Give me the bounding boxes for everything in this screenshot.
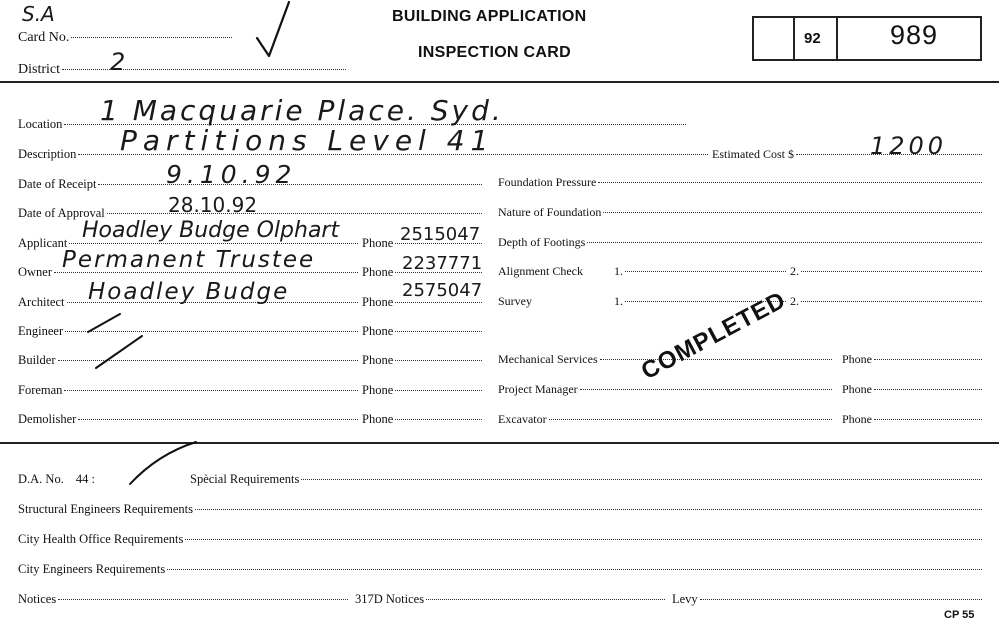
owner-handwriting: Permanent Trustee	[62, 247, 316, 273]
demolisher-phone-label: Phone	[362, 412, 394, 426]
foundation-pressure-label: Foundation Pressure	[498, 175, 597, 189]
levy-field	[672, 592, 982, 607]
alignment-check-entry-1	[614, 264, 786, 279]
special-req-field	[190, 472, 982, 487]
card-no-handwriting: S.A	[22, 2, 55, 26]
form-code: CP 55	[944, 609, 975, 621]
applicant-phone-handwriting: 2515047	[400, 224, 481, 245]
mechanical-phone-label: Phone	[842, 352, 872, 366]
alignment-num-2: 2.	[790, 264, 799, 278]
survey-num-1: 1.	[614, 294, 623, 308]
estimated-cost-handwriting: 1200	[870, 132, 948, 160]
project-manager-phone-label: Phone	[842, 382, 872, 396]
builder-field	[18, 353, 358, 368]
levy-label: Levy	[672, 592, 698, 606]
alignment-num-1: 1.	[614, 264, 623, 278]
nature-foundation-field	[498, 205, 982, 220]
title-line-2: INSPECTION CARD	[418, 44, 571, 61]
applicant-label: Applicant	[18, 236, 68, 250]
builder-strike-mark	[94, 334, 144, 370]
project-manager-field	[498, 382, 832, 397]
builder-phone-field	[362, 353, 482, 368]
location-label: Location	[18, 117, 63, 131]
date-receipt-label: Date of Receipt	[18, 177, 97, 191]
date-approval-label: Date of Approval	[18, 206, 105, 220]
survey-num-2: 2.	[790, 294, 799, 308]
owner-phone-handwriting: 2237771	[402, 253, 483, 274]
description-label: Description	[18, 147, 77, 161]
owner-label: Owner	[18, 265, 53, 279]
survey-label-wrap	[498, 294, 532, 309]
card-number: 989	[890, 20, 939, 50]
header-rule	[0, 81, 999, 83]
foreman-label: Foreman	[18, 383, 63, 397]
architect-label: Architect	[18, 295, 65, 309]
alignment-check-entry-2	[790, 264, 982, 279]
builder-label: Builder	[18, 353, 56, 367]
district-label: District	[18, 62, 60, 77]
notices-317d-label: 317D Notices	[355, 592, 425, 606]
owner-phone-label: Phone	[362, 265, 394, 279]
engineer-phone-label: Phone	[362, 324, 394, 338]
number-box-divider-2	[836, 16, 838, 61]
applicant-phone-label: Phone	[362, 236, 394, 250]
completed-stamp: COMPLETED	[636, 286, 791, 386]
date-approval-handwriting: 28.10.92	[168, 193, 258, 217]
depth-footings-field	[498, 235, 982, 250]
number-box-divider-1	[793, 16, 795, 61]
description-handwriting: Partitions Level 41	[120, 124, 495, 157]
da-slash-mark	[128, 440, 198, 486]
title-line-1: BUILDING APPLICATION	[392, 8, 587, 25]
engineer-field	[18, 324, 358, 339]
depth-footings-label: Depth of Footings	[498, 235, 586, 249]
demolisher-label: Demolisher	[18, 412, 77, 426]
architect-phone-label: Phone	[362, 295, 394, 309]
mechanical-phone-field	[842, 352, 982, 367]
demolisher-phone-field	[362, 412, 482, 427]
estimated-cost-label: Estimated Cost $	[712, 147, 794, 161]
district-field	[18, 62, 346, 78]
survey-entry-2	[790, 294, 982, 309]
da-no-value: 44 :	[75, 472, 95, 486]
mechanical-label: Mechanical Services	[498, 352, 598, 366]
notices-label: Notices	[18, 592, 57, 606]
engineer-phone-field	[362, 324, 482, 339]
location-handwriting: 1 Macquarie Place. Syd.	[100, 94, 504, 127]
da-no-field	[18, 472, 95, 487]
city-eng-req-field	[18, 562, 982, 577]
structural-req-field	[18, 502, 982, 517]
foreman-field	[18, 383, 358, 398]
demolisher-field	[18, 412, 358, 427]
da-no-label: D.A. No.	[18, 472, 64, 486]
foreman-phone-field	[362, 383, 482, 398]
number-prefix: 92	[804, 30, 821, 47]
structural-req-label: Structural Engineers Requirements	[18, 502, 193, 516]
architect-phone-handwriting: 2575047	[402, 280, 483, 301]
excavator-field	[498, 412, 832, 427]
project-manager-phone-field	[842, 382, 982, 397]
nature-foundation-label: Nature of Foundation	[498, 205, 602, 219]
district-handwriting: 2	[110, 48, 126, 76]
health-req-field	[18, 532, 982, 547]
health-req-label: City Health Office Requirements	[18, 532, 184, 546]
alignment-check-label: Alignment Check	[498, 264, 583, 278]
alignment-check-label-wrap	[498, 264, 583, 279]
architect-handwriting: Hoadley Budge	[88, 279, 290, 305]
check-mark-icon	[255, 0, 295, 62]
card-no-label: Card No.	[18, 30, 70, 45]
foundation-pressure-field	[498, 175, 982, 190]
number-box-frame	[752, 16, 982, 61]
survey-label: Survey	[498, 294, 532, 308]
notices-field	[18, 592, 348, 607]
builder-phone-label: Phone	[362, 353, 394, 367]
excavator-phone-field	[842, 412, 982, 427]
excavator-label: Excavator	[498, 412, 547, 426]
applicant-handwriting: Hoadley Budge Olphart	[82, 218, 340, 243]
engineer-strike-mark	[86, 312, 122, 334]
city-eng-req-label: City Engineers Requirements	[18, 562, 166, 576]
date-receipt-handwriting: 9.10.92	[166, 160, 297, 189]
project-manager-label: Project Manager	[498, 382, 578, 396]
excavator-phone-label: Phone	[842, 412, 872, 426]
notices-317d-field	[355, 592, 665, 607]
engineer-label: Engineer	[18, 324, 64, 338]
foreman-phone-label: Phone	[362, 383, 394, 397]
card-no-field	[18, 30, 232, 46]
special-req-label: Spècial Requirements	[190, 472, 300, 486]
